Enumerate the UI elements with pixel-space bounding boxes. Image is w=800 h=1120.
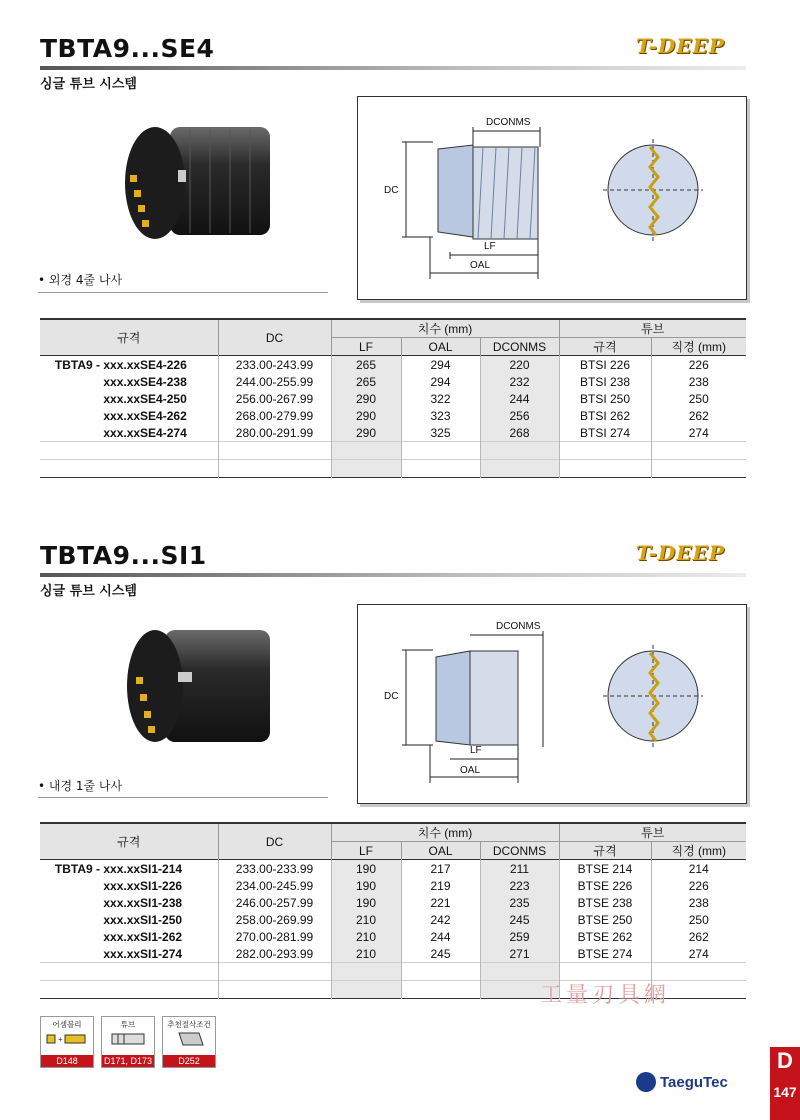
dim-label-lf: LF xyxy=(484,241,496,252)
dia-cell: 274 xyxy=(651,945,746,963)
code-value: xxx.xxSI1-226 xyxy=(103,878,183,893)
dia-cell: 226 xyxy=(651,877,746,894)
section-letter: D xyxy=(777,1048,793,1073)
brand-logo: T-DEEP xyxy=(636,541,725,565)
lf-cell: 265 xyxy=(331,373,401,390)
section1-title: TBTA9...SE4 xyxy=(40,34,215,63)
dim-label-oal: OAL xyxy=(460,765,481,776)
lf-cell: 290 xyxy=(331,390,401,407)
tube-cell: BTSE 274 xyxy=(559,945,651,963)
ref-page: D148 xyxy=(41,1055,93,1067)
header-dims: 치수 (mm) xyxy=(331,823,559,842)
feature-underline xyxy=(38,797,328,798)
feature-underline xyxy=(38,292,328,293)
dc-cell: 246.00-257.99 xyxy=(218,894,331,911)
tube-cell: BTSI 250 xyxy=(559,390,651,407)
tube-cell: BTSE 226 xyxy=(559,877,651,894)
code-value: xxx.xxSI1-262 xyxy=(103,929,183,944)
dia-cell: 262 xyxy=(651,407,746,424)
code-cell xyxy=(40,407,218,424)
code-cell xyxy=(40,911,218,928)
ref-page: D252 xyxy=(163,1055,215,1067)
header-tube-spec: 규격 xyxy=(559,842,651,860)
header-tube-dia: 직경 (mm) xyxy=(651,842,746,860)
code-cell xyxy=(40,390,218,407)
lf-cell: 210 xyxy=(331,945,401,963)
dc-cell: 258.00-269.99 xyxy=(218,911,331,928)
dconms-cell: 271 xyxy=(480,945,559,963)
ref-tube[interactable] xyxy=(101,1016,155,1068)
code-value: xxx.xxSI1-274 xyxy=(103,946,183,961)
header-dconms: DCONMS xyxy=(480,842,559,860)
tube-cell: BTSI 274 xyxy=(559,424,651,442)
dconms-cell: 220 xyxy=(480,356,559,374)
section2-title: TBTA9...SI1 xyxy=(40,541,207,570)
dia-cell: 250 xyxy=(651,390,746,407)
dc-cell: 233.00-233.99 xyxy=(218,860,331,878)
code-value: xxx.xxSE4-262 xyxy=(103,408,187,423)
dc-cell: 268.00-279.99 xyxy=(218,407,331,424)
oal-cell: 242 xyxy=(401,911,480,928)
oal-cell: 294 xyxy=(401,356,480,374)
dia-cell: 226 xyxy=(651,356,746,374)
header-dc: DC xyxy=(218,319,331,356)
code-cell xyxy=(40,945,218,963)
header-dconms: DCONMS xyxy=(480,338,559,356)
product-image-si1 xyxy=(120,622,280,752)
title-divider xyxy=(40,573,746,577)
dim-label-dconms: DCONMS xyxy=(496,621,541,632)
tube-cell: BTSI 262 xyxy=(559,407,651,424)
table-row xyxy=(40,894,746,911)
dim-label-lf: LF xyxy=(470,745,482,756)
header-tube-dia: 직경 (mm) xyxy=(651,338,746,356)
dc-cell: 244.00-255.99 xyxy=(218,373,331,390)
code-cell xyxy=(40,424,218,442)
dconms-cell: 268 xyxy=(480,424,559,442)
dc-cell: 282.00-293.99 xyxy=(218,945,331,963)
book-icon xyxy=(163,1030,215,1048)
dim-label-oal: OAL xyxy=(470,260,491,271)
oal-cell: 294 xyxy=(401,373,480,390)
lf-cell: 210 xyxy=(331,928,401,945)
code-value: xxx.xxSE4-250 xyxy=(103,391,187,406)
oal-cell: 219 xyxy=(401,877,480,894)
product-image-se4 xyxy=(110,115,280,250)
oal-cell: 221 xyxy=(401,894,480,911)
header-lf: LF xyxy=(331,842,401,860)
header-spec: 규격 xyxy=(40,319,218,356)
dconms-cell: 235 xyxy=(480,894,559,911)
header-spec: 규격 xyxy=(40,823,218,860)
dconms-cell: 259 xyxy=(480,928,559,945)
dia-cell: 238 xyxy=(651,373,746,390)
dimension-diagram-si1 xyxy=(357,604,747,804)
header-dc: DC xyxy=(218,823,331,860)
header-dims: 치수 (mm) xyxy=(331,319,559,338)
code-cell xyxy=(40,877,218,894)
code-value: xxx.xxSI1-214 xyxy=(103,861,183,876)
dconms-cell: 256 xyxy=(480,407,559,424)
tube-cell: BTSE 238 xyxy=(559,894,651,911)
ref-page: D171, D173 xyxy=(103,1056,153,1066)
lf-cell: 190 xyxy=(331,860,401,878)
dc-cell: 280.00-291.99 xyxy=(218,424,331,442)
dc-cell: 234.00-245.99 xyxy=(218,877,331,894)
ref-assembly[interactable] xyxy=(40,1016,94,1068)
table-row xyxy=(40,373,746,390)
section2-subtitle: 싱글 튜브 시스템 xyxy=(40,584,137,599)
tube-cell: BTSI 226 xyxy=(559,356,651,374)
ref-label: 튜브 xyxy=(120,1020,136,1029)
dia-cell: 214 xyxy=(651,860,746,878)
ref-label: 추천절삭조건 xyxy=(167,1020,211,1029)
code-prefix: TBTA9 - xyxy=(54,861,100,876)
dia-cell: 262 xyxy=(651,928,746,945)
header-tube: 튜브 xyxy=(559,319,746,338)
header-tube: 튜브 xyxy=(559,823,746,842)
header-oal: OAL xyxy=(401,338,480,356)
ref-cutting-conditions[interactable] xyxy=(162,1016,216,1068)
dimension-diagram-se4 xyxy=(357,96,747,300)
dconms-cell: 211 xyxy=(480,860,559,878)
title-divider xyxy=(40,66,746,70)
tube-cell: BTSE 250 xyxy=(559,911,651,928)
table-row xyxy=(40,877,746,894)
dconms-cell: 223 xyxy=(480,877,559,894)
table-row xyxy=(40,860,746,878)
code-cell xyxy=(40,356,218,374)
oal-cell: 245 xyxy=(401,945,480,963)
code-cell xyxy=(40,373,218,390)
code-prefix: TBTA9 - xyxy=(54,357,100,372)
spec-table-si1 xyxy=(40,822,746,999)
section2-feature: • 내경 1줄 나사 xyxy=(38,779,123,793)
assembly-icon xyxy=(41,1030,93,1048)
oal-cell: 322 xyxy=(401,390,480,407)
empty-row xyxy=(40,460,746,478)
dc-cell: 270.00-281.99 xyxy=(218,928,331,945)
code-cell xyxy=(40,894,218,911)
brand-logo: T-DEEP xyxy=(636,34,725,58)
lf-cell: 265 xyxy=(331,356,401,374)
dia-cell: 274 xyxy=(651,424,746,442)
ref-label: 어셈블리 xyxy=(52,1020,82,1029)
code-value: xxx.xxSE4-274 xyxy=(103,425,187,440)
table-row xyxy=(40,911,746,928)
svg-text:+: + xyxy=(58,1035,63,1044)
header-lf: LF xyxy=(331,338,401,356)
oal-cell: 323 xyxy=(401,407,480,424)
code-value: xxx.xxSE4-238 xyxy=(103,374,187,389)
oal-cell: 325 xyxy=(401,424,480,442)
dim-label-dc: DC xyxy=(384,185,399,196)
lf-cell: 290 xyxy=(331,424,401,442)
code-value: xxx.xxSE4-226 xyxy=(103,357,187,372)
table-row xyxy=(40,928,746,945)
dim-label-dc: DC xyxy=(384,691,399,702)
code-value: xxx.xxSI1-250 xyxy=(103,912,183,927)
table-row xyxy=(40,945,746,963)
table-row xyxy=(40,356,746,374)
section1-feature: • 외경 4줄 나사 xyxy=(38,273,123,287)
tube-cell: BTSE 262 xyxy=(559,928,651,945)
page-number: 147 xyxy=(773,1084,797,1100)
company-logo-icon xyxy=(636,1072,656,1092)
table-row xyxy=(40,407,746,424)
section-tab xyxy=(770,1047,800,1120)
header-oal: OAL xyxy=(401,842,480,860)
dc-cell: 233.00-243.99 xyxy=(218,356,331,374)
dconms-cell: 245 xyxy=(480,911,559,928)
lf-cell: 190 xyxy=(331,877,401,894)
empty-row xyxy=(40,442,746,460)
code-value: xxx.xxSI1-238 xyxy=(103,895,183,910)
dconms-cell: 232 xyxy=(480,373,559,390)
section1-subtitle: 싱글 튜브 시스템 xyxy=(40,77,137,92)
code-cell xyxy=(40,928,218,945)
table-row xyxy=(40,390,746,407)
dia-cell: 238 xyxy=(651,894,746,911)
lf-cell: 190 xyxy=(331,894,401,911)
spec-table-se4 xyxy=(40,318,746,478)
lf-cell: 290 xyxy=(331,407,401,424)
code-cell xyxy=(40,860,218,878)
dim-label-dconms: DCONMS xyxy=(486,117,531,128)
tube-cell: BTSE 214 xyxy=(559,860,651,878)
tube-cell: BTSI 238 xyxy=(559,373,651,390)
table-row xyxy=(40,424,746,442)
dconms-cell: 244 xyxy=(480,390,559,407)
dc-cell: 256.00-267.99 xyxy=(218,390,331,407)
dia-cell: 250 xyxy=(651,911,746,928)
watermark: 工量刃具網 xyxy=(540,983,671,1008)
lf-cell: 210 xyxy=(331,911,401,928)
oal-cell: 244 xyxy=(401,928,480,945)
oal-cell: 217 xyxy=(401,860,480,878)
tube-icon xyxy=(102,1030,154,1048)
company-name: TaeguTec xyxy=(660,1074,728,1091)
header-tube-spec: 규격 xyxy=(559,338,651,356)
